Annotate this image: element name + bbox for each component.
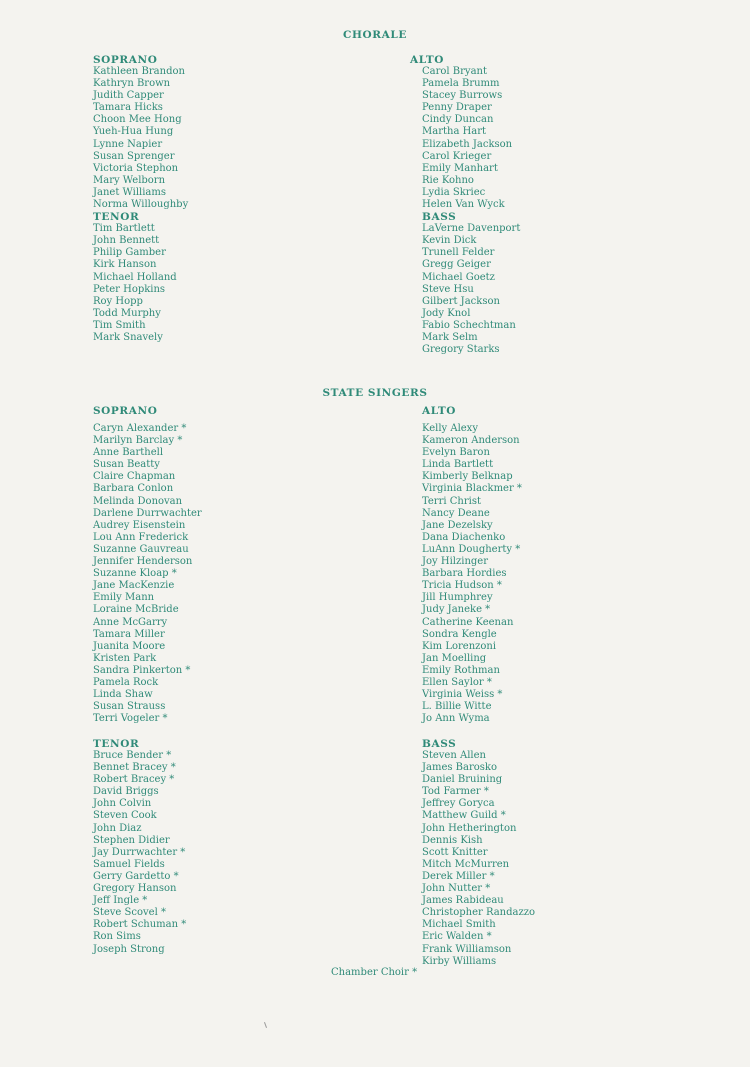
singer-name: Christopher Randazzo [422,907,536,919]
singer-name: Nancy Deane [422,507,490,519]
singer-name: Derek Miller * [422,870,495,882]
singer-name: Kirk Hanson [93,259,157,271]
singer-name: John Hetherington [422,822,517,834]
singer-name: James Barosko [422,762,498,774]
singer-name: Gregory Starks [422,344,500,356]
singer-name: Todd Murphy [93,307,161,319]
singer-name: Juanita Moore [93,640,166,652]
singer-name: Norma Willoughby [93,199,189,211]
singer-name: Robert Bracey * [93,774,175,786]
singer-name: Kevin Dick [422,235,477,247]
singer-name: Eric Walden * [422,931,492,943]
singer-name: Tamara Miller [93,628,165,640]
singer-name: Gerry Gardetto * [93,870,179,882]
singer-name: Fabio Schechtman [422,319,516,331]
singer-name: Joy Hilzinger [422,556,488,568]
state-bass-heading: BASS [422,738,457,750]
singer-name: Bennet Bracey * [93,762,176,774]
singer-name: John Nutter * [422,883,491,895]
singer-name: Jay Durrwachter * [93,846,186,858]
state-singers-title: STATE SINGERS [322,387,428,399]
singer-name: Jo Ann Wyma [422,713,490,725]
state-soprano-heading: SOPRANO [93,405,158,417]
singer-name: Barbara Hordies [422,568,507,580]
singer-name: Claire Chapman [93,471,176,483]
state-tenor-section [93,738,186,956]
chorale-alto-section [410,54,520,356]
singer-name: Marilyn Barclay * [93,435,183,447]
singer-name: Judith Capper [93,90,164,102]
singer-name: Jill Humphrey [422,592,493,604]
chorale-title: CHORALE [343,29,407,41]
singer-name: Carol Bryant [422,66,487,77]
state-alto-section [422,405,522,725]
singer-name: Emily Manhart [422,162,498,174]
singer-name: Steven Cook [93,810,157,822]
singer-name: Melinda Donovan [93,495,183,507]
singer-name: Caryn Alexander * [93,423,187,434]
singer-name: Kim Lorenzoni [422,640,497,652]
singer-name: LuAnn Dougherty * [422,543,521,555]
singer-name: Kirby Williams [422,955,497,967]
chorale-bass-heading: BASS [422,211,457,224]
singer-name: Barbara Conlon [93,483,174,495]
singer-name: Steven Allen [422,750,486,761]
singer-name: Elizabeth Jackson [422,138,513,150]
singer-name: Joseph Strong [93,943,165,955]
state-bass-list [422,750,535,968]
singer-name: Susan Sprenger [93,150,175,162]
singer-name: Jennifer Henderson [93,556,193,568]
singer-name: Pamela Rock [93,676,159,688]
chamber-choir-footnote: Chamber Choir * [331,967,418,978]
singer-name: Terri Vogeler * [93,713,168,725]
singer-name: Virginia Weiss * [422,689,503,701]
chorale-tenor-list [93,223,188,344]
state-tenor-list [93,750,186,956]
state-bass-section [422,738,535,968]
singer-name: Tim Bartlett [93,223,155,235]
singer-name: John Bennett [93,235,160,247]
singer-name: Terri Christ [422,495,481,507]
chorale-alto-list [410,66,520,211]
singer-name: Gregory Hanson [93,883,177,895]
singer-name: Kelly Alexy [422,423,478,434]
singer-name: Dennis Kish [422,834,483,846]
singer-name: Jane MacKenzie [93,580,175,592]
state-tenor-heading: TENOR [93,738,140,750]
singer-name: Tim Smith [93,319,146,331]
singer-name: Anne McGarry [93,616,168,628]
singer-name: Michael Holland [93,271,177,283]
singer-name: Kristen Park [93,652,157,664]
singer-name: Frank Williamson [422,943,512,955]
singer-name: Bruce Bender * [93,750,172,761]
singer-name: Carol Krieger [422,150,492,162]
singer-name: John Diaz [93,822,142,834]
singer-name: Audrey Eisenstein [93,519,186,531]
singer-name: Jan Moelling [422,652,487,664]
singer-name: Kameron Anderson [422,435,520,447]
singer-name: Jeff Ingle * [93,895,148,907]
singer-name: David Briggs [93,786,159,798]
singer-name: Choon Mee Hong [93,114,182,126]
singer-name: Rie Kohno [422,174,474,186]
singer-name: Daniel Bruining [422,774,503,786]
singer-name: Yueh-Hua Hung [93,126,174,138]
singer-name: Anne Barthell [93,447,164,459]
singer-name: Mark Snavely [93,331,163,343]
singer-name: Steve Scovel * [93,907,166,919]
paper-speck [264,1022,267,1028]
singer-name: Loraine McBride [93,604,179,616]
singer-name: Ellen Saylor * [422,676,492,688]
chorale-bass-list [410,223,520,356]
singer-name: Steve Hsu [422,283,474,295]
singer-name: Samuel Fields [93,858,165,870]
singer-name: Jeffrey Goryca [422,798,495,810]
singer-name: Janet Williams [93,186,166,198]
singer-name: Scott Knitter [422,846,488,858]
singer-name: Helen Van Wyck [422,199,505,211]
singer-name: Mary Welborn [93,174,166,186]
singer-name: Michael Smith [422,919,496,931]
state-soprano-section [93,405,202,725]
state-alto-heading: ALTO [422,405,457,417]
chorale-soprano-section [93,54,188,344]
singer-name: Lynne Napier [93,138,163,150]
singer-name: Virginia Blackmer * [422,483,522,495]
singer-name: Robert Schuman * [93,919,187,931]
singer-name: Philip Gamber [93,247,166,259]
chorale-tenor-heading: TENOR [93,211,140,224]
singer-name: Kathleen Brandon [93,66,185,77]
singer-name: Roy Hopp [93,295,143,307]
singer-name: Tamara Hicks [93,102,163,114]
singer-name: Lydia Skriec [422,186,486,198]
singer-name: Ron Sims [93,931,141,943]
chorale-soprano-list [93,66,188,211]
singer-name: L. Billie Witte [422,701,492,713]
singer-name: Judy Janeke * [422,604,491,616]
singer-name: Sandra Pinkerton * [93,664,191,676]
singer-name: Peter Hopkins [93,283,166,295]
singer-name: Tricia Hudson * [422,580,502,592]
singer-name: Susan Beatty [93,459,160,471]
singer-name: John Colvin [93,798,152,810]
singer-name: Suzanne Kloap * [93,568,177,580]
singer-name: Mitch McMurren [422,858,510,870]
singer-name: Emily Mann [93,592,155,604]
singer-name: Cindy Duncan [422,114,494,126]
singer-name: Pamela Brumm [422,78,500,90]
singer-name: Kathryn Brown [93,78,171,90]
singer-name: Gregg Geiger [422,259,491,271]
singer-name: LaVerne Davenport [422,223,521,235]
singer-name: Michael Goetz [422,271,495,283]
singer-name: Darlene Durrwachter [93,507,202,519]
singer-name: Lou Ann Frederick [93,531,189,543]
singer-name: Dana Diachenko [422,531,506,543]
singer-name: Linda Bartlett [422,459,494,471]
chorale-soprano-heading: SOPRANO [93,54,158,66]
singer-name: Jane Dezelsky [422,519,493,531]
singer-name: James Rabideau [422,895,504,907]
singer-name: Martha Hart [422,126,487,138]
singer-name: Stacey Burrows [422,90,503,102]
singer-name: Stephen Didier [93,834,170,846]
singer-name: Jody Knol [422,307,471,319]
singer-name: Tod Farmer * [422,786,489,798]
singer-name: Linda Shaw [93,689,153,701]
singer-name: Sondra Kengle [422,628,497,640]
state-soprano-list [93,423,202,725]
singer-name: Catherine Keenan [422,616,514,628]
chorale-alto-heading: ALTO [410,54,445,66]
singer-name: Gilbert Jackson [422,295,500,307]
singer-name: Mark Selm [422,331,478,343]
singer-name: Kimberly Belknap [422,471,513,483]
singer-name: Trunell Felder [422,247,495,259]
singer-name: Victoria Stephon [93,162,179,174]
singer-name: Susan Strauss [93,701,166,713]
singer-name: Penny Draper [422,102,492,114]
singer-name: Suzanne Gauvreau [93,543,189,555]
state-alto-list [422,423,522,725]
singer-name: Evelyn Baron [422,447,490,459]
singer-name: Emily Rothman [422,664,500,676]
singer-name: Matthew Guild * [422,810,506,822]
